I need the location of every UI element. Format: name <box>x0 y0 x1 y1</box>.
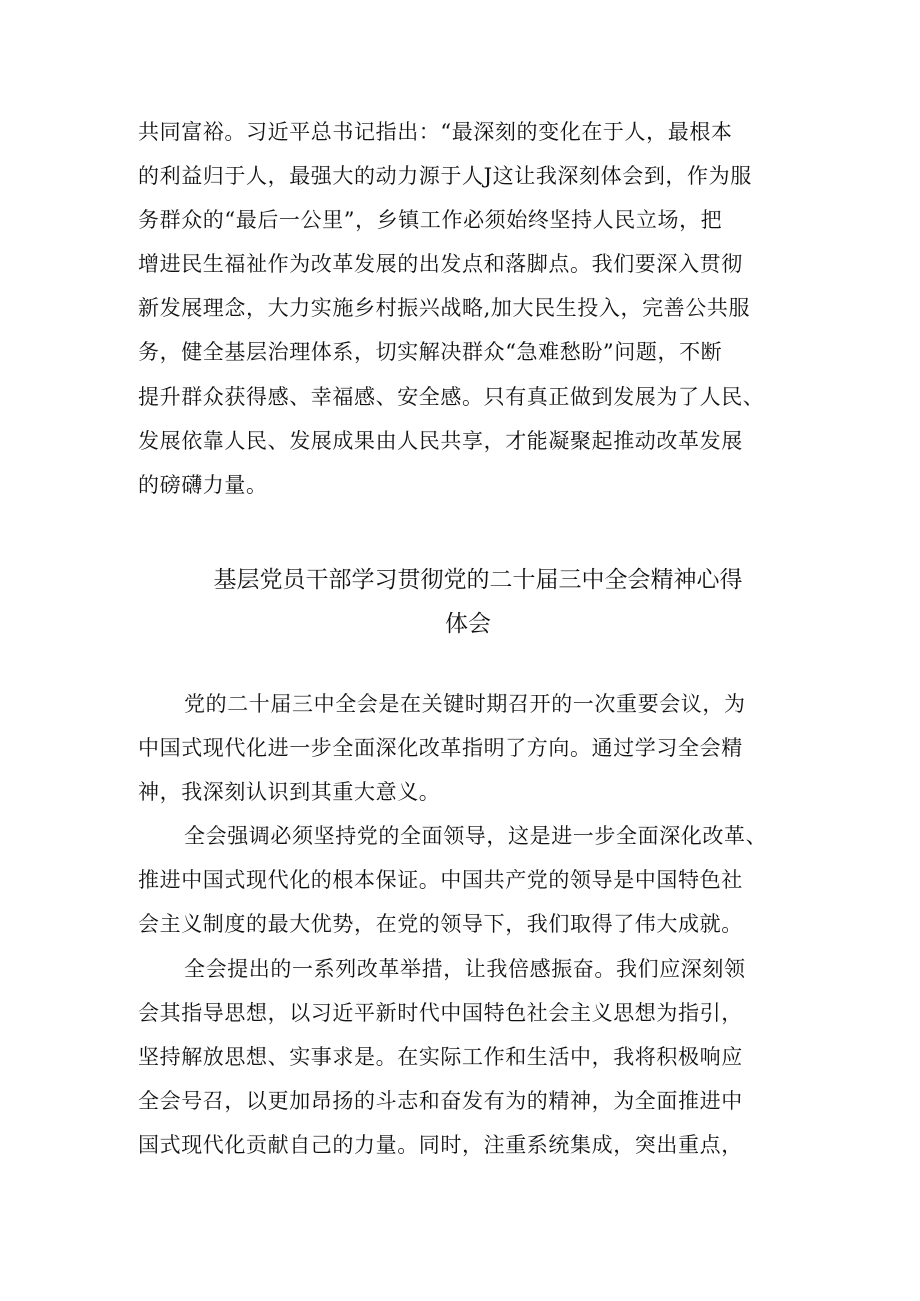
text-line: 发展依靠人民、发展成果由人民共享，才能凝聚起推动改革发展 <box>138 428 743 453</box>
paragraph <box>138 947 798 1167</box>
text-line: 国式现代化贡献自己的力量。同时，注重系统集成，突出重点， <box>138 1132 743 1157</box>
document-title <box>138 558 798 646</box>
text-line: 的利益归于人，最强大的动力源于人J这让我深刻体会到，作为服 <box>138 164 752 189</box>
top-paragraph <box>138 110 798 507</box>
text-line: 新发展理念，大力实施乡村振兴战略,加大民生投入，完善公共服 <box>138 296 751 321</box>
text-line: 全会强调必须坚持党的全面领导，这是进一步全面深化改革、 <box>184 824 768 849</box>
text-line: 会其指导思想，以习近平新时代中国特色社会主义思想为指引， <box>138 1000 743 1025</box>
text-line: 坚持解放思想、实事求是。在实际工作和生活中，我将积极响应 <box>138 1044 743 1069</box>
text-line: 务，健全基层治理体系，切实解决群众“急难愁盼”问题，不断 <box>138 340 723 365</box>
text-line: 中国式现代化进一步全面深化改革指明了方向。通过学习全会精 <box>138 736 743 761</box>
text-line: 务群众的“最后一公里”，乡镇工作必须始终坚持人民立场，把 <box>138 208 723 233</box>
text-line: 党的二十届三中全会是在关键时期召开的一次重要会议，为 <box>184 692 746 716</box>
text-line: 全会提出的一系列改革举措，让我倍感振奋。我们应深刻领 <box>184 956 746 981</box>
text-line: 的磅礴力量。 <box>138 472 268 497</box>
text-line: 提升群众获得感、幸福感、安全感。只有真正做到发展为了人民、 <box>138 384 765 409</box>
paragraph <box>138 814 798 946</box>
body-text <box>138 682 798 1167</box>
title-line: 体会 <box>445 611 491 637</box>
title-line: 基层党员干部学习贯彻党的二十届三中全会精神心得 <box>213 567 743 593</box>
paragraph <box>138 682 798 814</box>
text-line: 全会号召，以更加昂扬的斗志和奋发有为的精神，为全面推进中 <box>138 1088 743 1113</box>
text-line: 增进民生福祉作为改革发展的出发点和落脚点。我们要深入贯彻 <box>138 252 743 277</box>
text-line: 会主义制度的最大优势，在党的领导下，我们取得了伟大成就。 <box>138 912 743 937</box>
text-line: 共同富裕。习近平总书记指出：“最深刻的变化在于人，最根本 <box>138 120 733 144</box>
text-line: 推进中国式现代化的根本保证。中国共产党的领导是中国特色社 <box>138 868 743 893</box>
text-line: 神，我深刻认识到其重大意义。 <box>138 780 441 805</box>
